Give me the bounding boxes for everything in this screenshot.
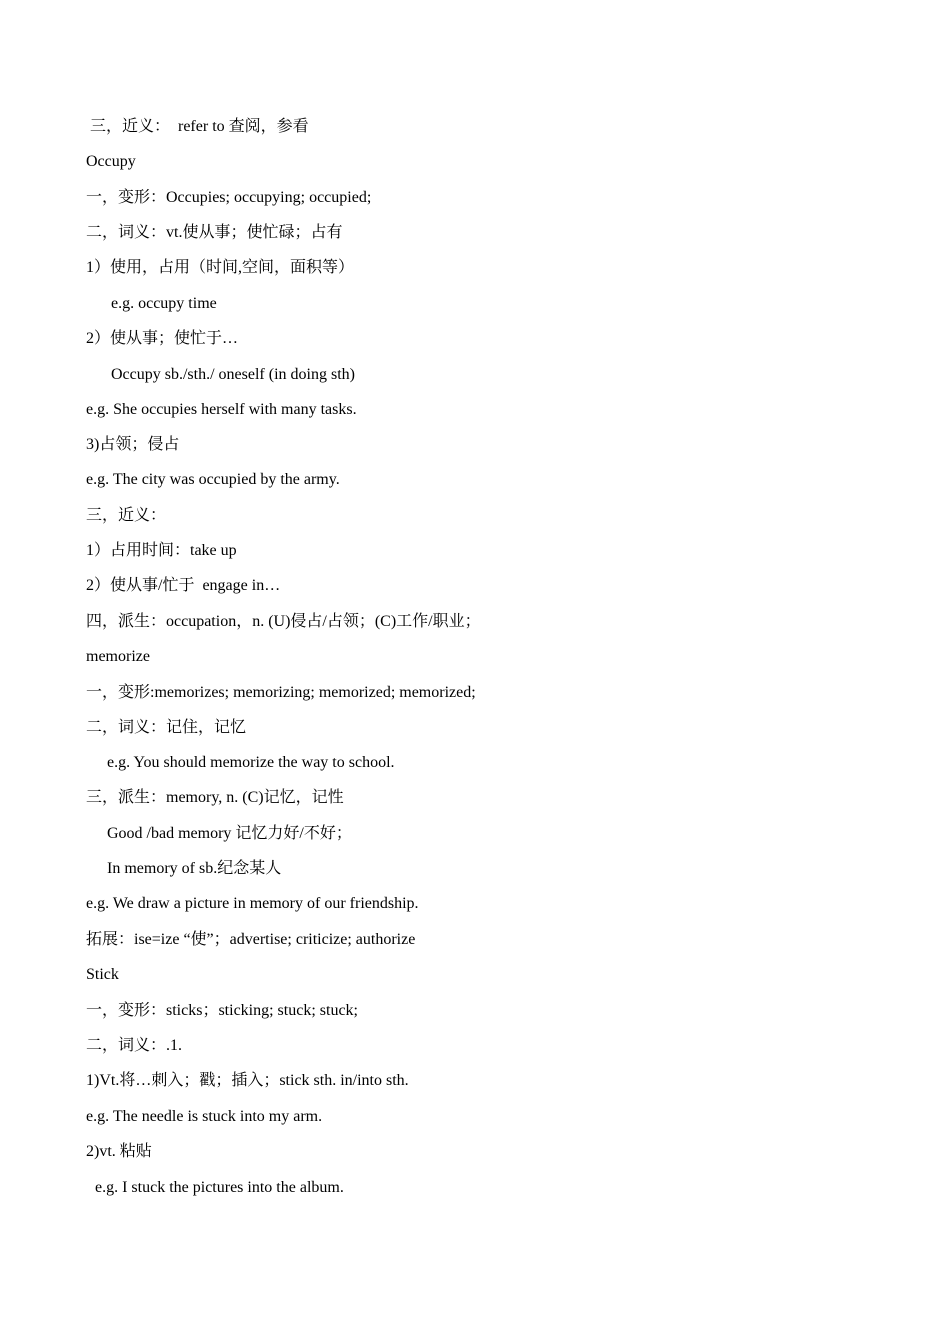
occupy-synonym-2-line: 2）使从事/忙于 engage in… xyxy=(86,577,281,594)
stick-example-1-line: e.g. The needle is stuck into my arm. xyxy=(86,1108,323,1125)
synonym-refer-to-line: 三，近义： refer to 查阅，参看 xyxy=(90,118,309,135)
occupy-meaning-line: 二，词义：vt.使从事；使忙碌；占有 xyxy=(86,224,343,241)
stick-example-2-line: e.g. I stuck the pictures into the album. xyxy=(95,1179,344,1196)
occupy-forms-line: 一，变形：Occupies; occupying; occupied; xyxy=(86,189,372,206)
memorize-example-line: e.g. You should memorize the way to school. xyxy=(107,754,395,771)
memory-phrase-1-line: Good /bad memory 记忆力好/不好； xyxy=(107,825,352,842)
memorize-forms-line: 一，变形:memorizes; memorizing; memorized; memorized; xyxy=(86,684,476,701)
stick-sense-1-line: 1)Vt.将…刺入；戳；插入；stick sth. in/into sth. xyxy=(86,1072,409,1089)
occupy-sense-1-line: 1）使用，占用（时间,空间，面积等） xyxy=(86,259,355,276)
word-heading-occupy: Occupy xyxy=(86,153,136,170)
stick-sense-2-line: 2)vt. 粘贴 xyxy=(86,1143,152,1160)
memory-example-line: e.g. We draw a picture in memory of our friendship. xyxy=(86,895,419,912)
occupy-derivative-line: 四，派生：occupation，n. (U)侵占/占领；(C)工作/职业； xyxy=(86,613,481,630)
occupy-sense-2-line: 2）使从事；使忙于… xyxy=(86,330,239,347)
occupy-synonym-1-line: 1）占用时间：take up xyxy=(86,542,237,559)
stick-forms-line: 一，变形：sticks；sticking; stuck; stuck; xyxy=(86,1002,358,1019)
occupy-example-2-line: e.g. She occupies herself with many tasks. xyxy=(86,401,357,418)
memory-phrase-2-line: In memory of sb.纪念某人 xyxy=(107,860,282,877)
occupy-example-1-line: e.g. occupy time xyxy=(111,295,217,312)
occupy-synonym-heading: 三，近义： xyxy=(86,507,167,524)
memorize-meaning-line: 二，词义：记住，记忆 xyxy=(86,719,247,736)
memorize-derivative-line: 三，派生：memory, n. (C)记忆，记性 xyxy=(86,789,344,806)
occupy-example-3-line: e.g. The city was occupied by the army. xyxy=(86,471,340,488)
stick-meaning-line: 二，词义：.1. xyxy=(86,1037,183,1054)
word-heading-memorize: memorize xyxy=(86,648,150,665)
word-heading-stick: Stick xyxy=(86,966,119,983)
occupy-pattern-line: Occupy sb./sth./ oneself (in doing sth) xyxy=(111,366,355,383)
ize-extension-line: 拓展：ise=ize “使”；advertise; criticize; authorize xyxy=(86,931,416,948)
occupy-sense-3-line: 3)占领；侵占 xyxy=(86,436,180,453)
